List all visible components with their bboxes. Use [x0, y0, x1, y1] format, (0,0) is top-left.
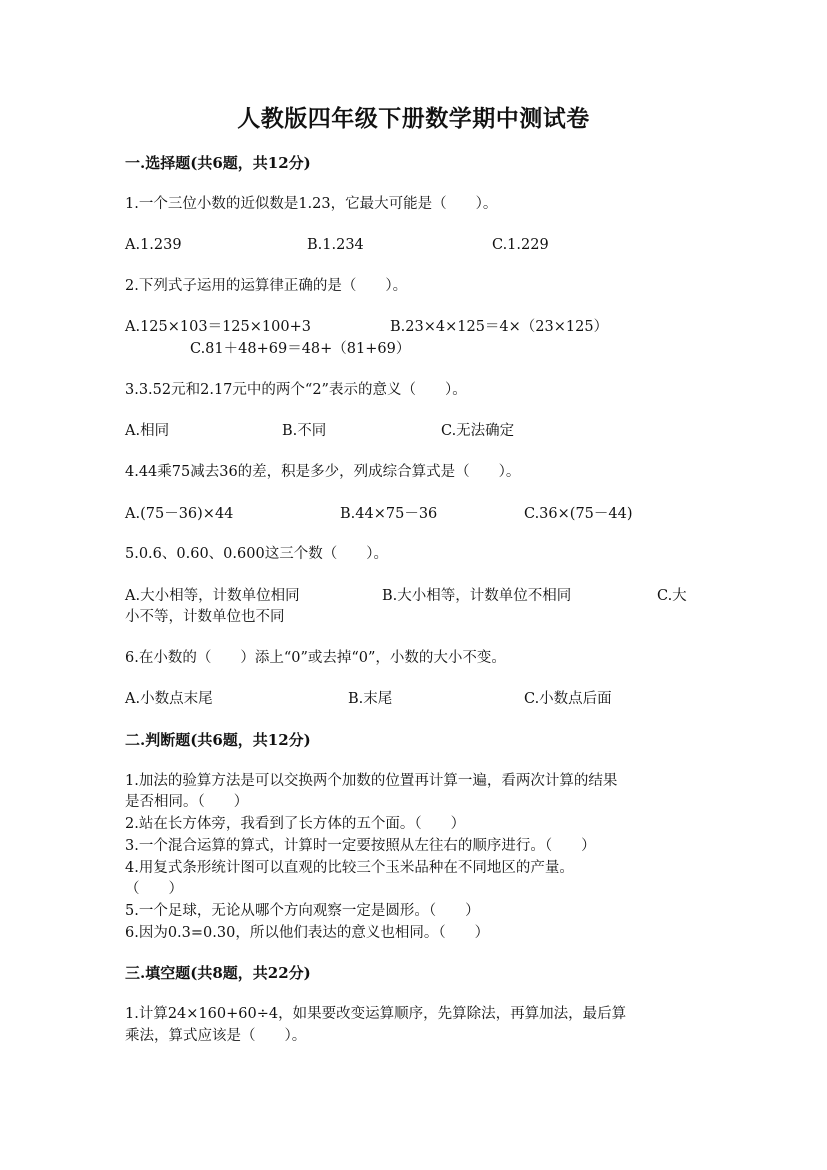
section-heading-fill: 三.填空题(共8题，共22分)	[125, 964, 311, 982]
judgement-item: 2.站在长方体旁，我看到了长方体的五个面。（ ）	[125, 816, 466, 832]
question-4: 4.44乘75减去36的差，积是多少，列成综合算式是（ ）。	[125, 464, 521, 480]
option-6b: B.末尾	[348, 691, 393, 707]
option-2a: A.125×103＝125×100+3	[125, 319, 311, 335]
section-heading-choice: 一.选择题(共6题，共12分)	[125, 154, 311, 172]
option-1a: A.1.239	[125, 237, 182, 253]
option-5c-cont: 小不等，计数单位也不同	[125, 609, 285, 625]
judgement-item: 1.加法的验算方法是可以交换两个加数的位置再计算一遍，看两次计算的结果	[125, 773, 618, 789]
option-1b: B.1.234	[307, 237, 364, 253]
question-2: 2.下列式子运用的运算律正确的是（ ）。	[125, 278, 408, 294]
page-title: 人教版四年级下册数学期中测试卷	[237, 105, 590, 132]
option-3a: A.相同	[125, 423, 170, 439]
fill-question-1-line-1: 1.计算24×160+60÷4，如果要改变运算顺序，先算除法，再算加法，最后算	[125, 1006, 627, 1022]
section-heading-judgement: 二.判断题(共6题，共12分)	[125, 731, 311, 749]
option-6a: A.小数点末尾	[125, 691, 213, 707]
option-5c-start: C.大	[657, 588, 687, 604]
judgement-item: 5.一个足球，无论从哪个方向观察一定是圆形。（ ）	[125, 903, 480, 919]
option-2c: C.81＋48+69＝48+（81+69）	[190, 341, 411, 357]
option-3c: C.无法确定	[441, 423, 515, 439]
option-1c: C.1.229	[492, 237, 549, 253]
question-6: 6.在小数的（ ）添上“0”或去掉“0”，小数的大小不变。	[125, 650, 506, 666]
option-5a: A.大小相等，计数单位相同	[125, 588, 300, 604]
option-4a: A.(75－36)×44	[125, 506, 234, 522]
question-5: 5.0.6、0.60、0.600这三个数（ ）。	[125, 546, 388, 562]
judgement-item: 6.因为0.3=0.30，所以他们表达的意义也相同。（ ）	[125, 925, 490, 941]
question-3: 3.3.52元和2.17元中的两个“2”表示的意义（ ）。	[125, 382, 467, 398]
judgement-item: 4.用复式条形统计图可以直观的比较三个玉米品种在不同地区的产量。	[125, 860, 574, 876]
fill-question-1-line-2: 乘法，算式应该是（ ）。	[125, 1028, 307, 1044]
judgement-item: 3.一个混合运算的算式，计算时一定要按照从左往右的顺序进行。（ ）	[125, 838, 596, 854]
option-6c: C.小数点后面	[524, 691, 612, 707]
option-4b: B.44×75－36	[340, 506, 438, 522]
judgement-item: 是否相同。（ ）	[125, 794, 249, 810]
option-3b: B.不同	[282, 423, 327, 439]
question-1: 1.一个三位小数的近似数是1.23，它最大可能是（ ）。	[125, 196, 498, 212]
judgement-item: （ ）	[125, 881, 183, 897]
option-4c: C.36×(75－44)	[524, 506, 633, 522]
option-2b: B.23×4×125＝4×（23×125）	[390, 319, 609, 335]
option-5b: B.大小相等，计数单位不相同	[382, 588, 572, 604]
